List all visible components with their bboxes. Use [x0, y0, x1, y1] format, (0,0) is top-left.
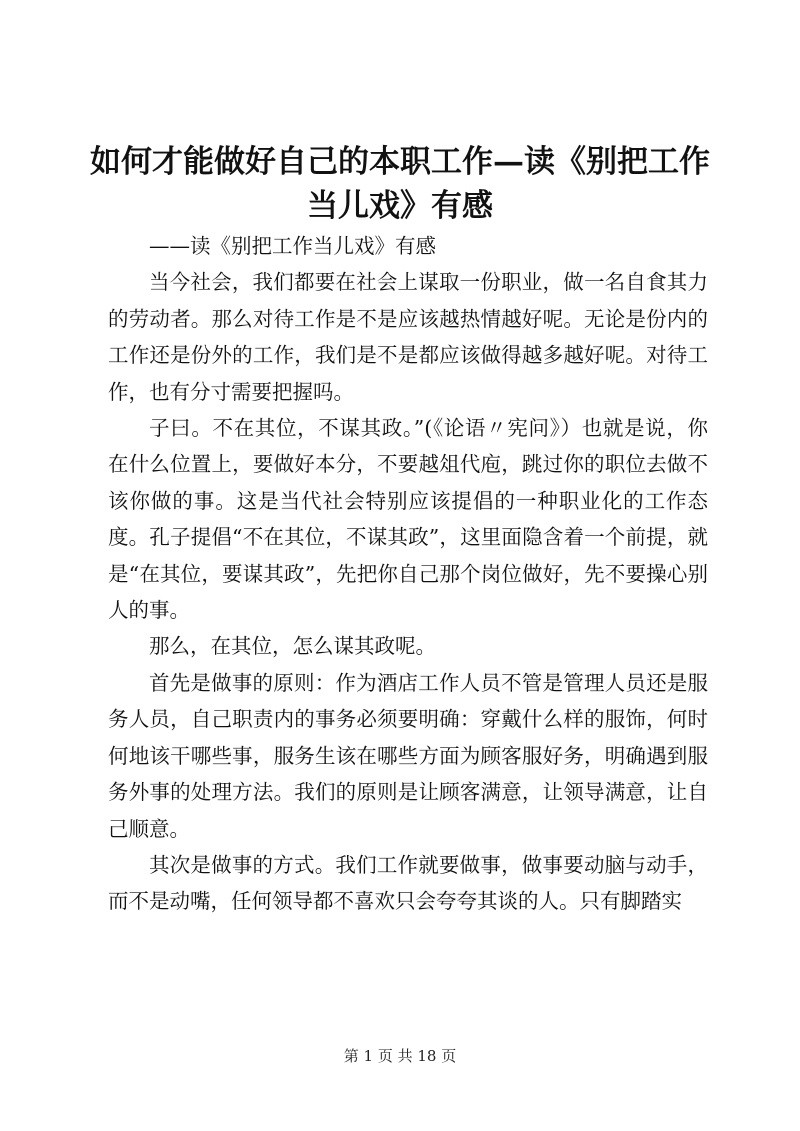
page-number-footer: 第 1 页 共 18 页 [343, 1047, 457, 1065]
paragraph-3: 那么，在其位，怎么谋其政呢。 [149, 634, 436, 659]
paragraph-5: 其次是做事的方式。我们工作就要做事，做事要动脑与动手，而不是动嘴，任何领导都不喜欢只会夸夸其谈的人。只有脚踏实 [108, 852, 708, 914]
paragraph-4: 首先是做事的原则：作为酒店工作人员不管是管理人员还是服务人员，自己职责内的事务必须要明确：穿戴什么样的服饰，何时何地该干哪些事，服务生该在哪些方面为顾客服好务，明确遇到服务外事的处理方法。我们的原则是让顾客满意，让领导满意，让自己顺意。 [108, 670, 708, 841]
paragraph-1: 当今社会，我们都要在社会上谋取一份职业，做一名自食其力的劳动者。那么对待工作是不是应该越热情越好呢。无论是份内的工作还是份外的工作，我们是不是都应该做得越多越好呢。对待工作，也有分寸需要把握吗。 [108, 270, 708, 404]
document-subtitle: ——读《别把工作当儿戏》有感 [149, 234, 436, 258]
document-title: 如何才能做好自己的本职工作—读《别把工作当儿戏》有感 [90, 144, 710, 224]
paragraph-2: 子曰。不在其位，不谋其政。”(《论语〃宪问》）也就是说，你在什么位置上，要做好本分，不要越俎代庖，跳过你的职位去做不该你做的事。这是当代社会特别应该提倡的一种职业化的工作态度。孔子提倡“不在其位，不谋其政”，这里面隐含着一个前提，就是“在其位，要谋其政”，先把你自己那个岗位做好，先不要操心别人的事。 [108, 416, 708, 623]
document-body [108, 228, 708, 920]
